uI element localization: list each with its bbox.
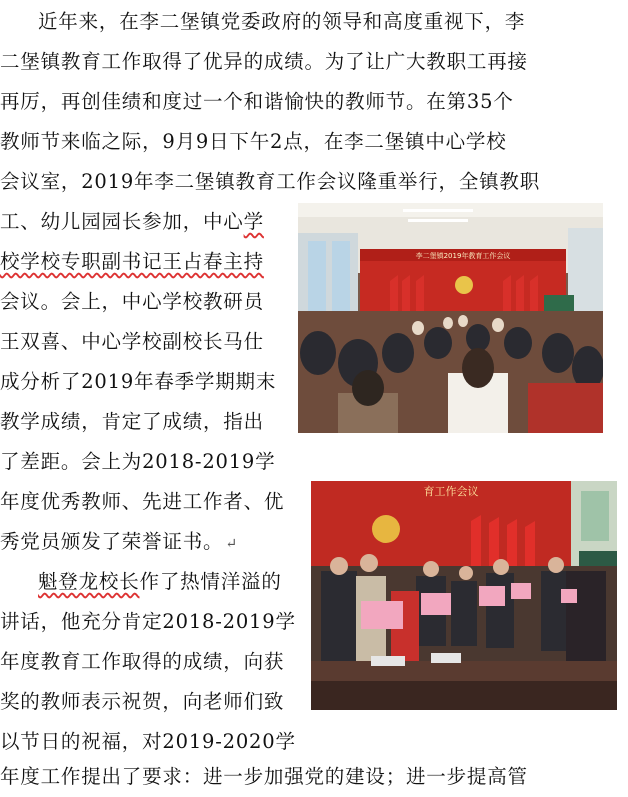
text-line: 教师节来临之际，9月9日下午2点，在李二堡镇中心学校 — [0, 130, 507, 153]
text-line: 成分析了2019年春季学期期末 — [0, 370, 277, 393]
text-line: 二堡镇教育工作取得了优异的成绩。为了让广大教职工再接 — [0, 50, 528, 73]
award-photo-illustration — [311, 481, 617, 710]
text-segment-underlined: 学 — [243, 210, 264, 233]
text-line: 年度优秀教师、先进工作者、优 — [0, 490, 285, 513]
text-line: 王双喜、中心学校副校长马仕 — [0, 330, 264, 353]
text-line: 会议室，2019年李二堡镇教育工作会议隆重举行，全镇教职 — [0, 170, 541, 193]
text-line — [38, 562, 282, 602]
photo2-banner: 育工作会议 — [423, 485, 479, 498]
text-segment-underlined: 校学校专职副书记王占春主持 — [0, 250, 264, 273]
text-line: 了差距。会上为2018-2019学 — [0, 450, 276, 473]
text-line: 以节日的祝福，对2019-2020学 — [0, 730, 296, 753]
photo1-banner: 李二堡镇2019年教育工作会议 — [415, 252, 511, 260]
text-line: 年度工作提出了要求：进一步加强党的建设；进一步提高管 — [0, 765, 528, 788]
meeting-photo-illustration — [298, 203, 603, 433]
text-segment-underlined: 魁登龙校长 — [38, 570, 140, 593]
text-line: 会议。会上，中心学校教研员 — [0, 290, 264, 313]
text-line — [0, 522, 238, 562]
text-line: 近年来，在李二堡镇党委政府的领导和高度重视下，李 — [38, 10, 526, 33]
text-segment: 作了热情洋溢的 — [139, 570, 282, 593]
text-line — [0, 242, 264, 282]
text-line: 教学成绩，肯定了成绩，指出 — [0, 410, 264, 433]
award-photo — [311, 481, 617, 710]
paragraph-mark: ↵ — [225, 536, 238, 552]
meeting-photo — [298, 203, 603, 433]
text-line: 讲话，他充分肯定2018-2019学 — [0, 610, 296, 633]
text-line: 年度教育工作取得的成绩，向获 — [0, 650, 285, 673]
text-line: 再厉，再创佳绩和度过一个和谐愉快的教师节。在第35个 — [0, 90, 514, 113]
text-segment: 工、幼儿园园长参加，中心 — [0, 210, 244, 233]
text-line — [0, 202, 264, 242]
text-line: 奖的教师表示祝贺，向老师们致 — [0, 690, 285, 713]
text-segment: 秀党员颁发了荣誉证书。 — [0, 530, 224, 553]
